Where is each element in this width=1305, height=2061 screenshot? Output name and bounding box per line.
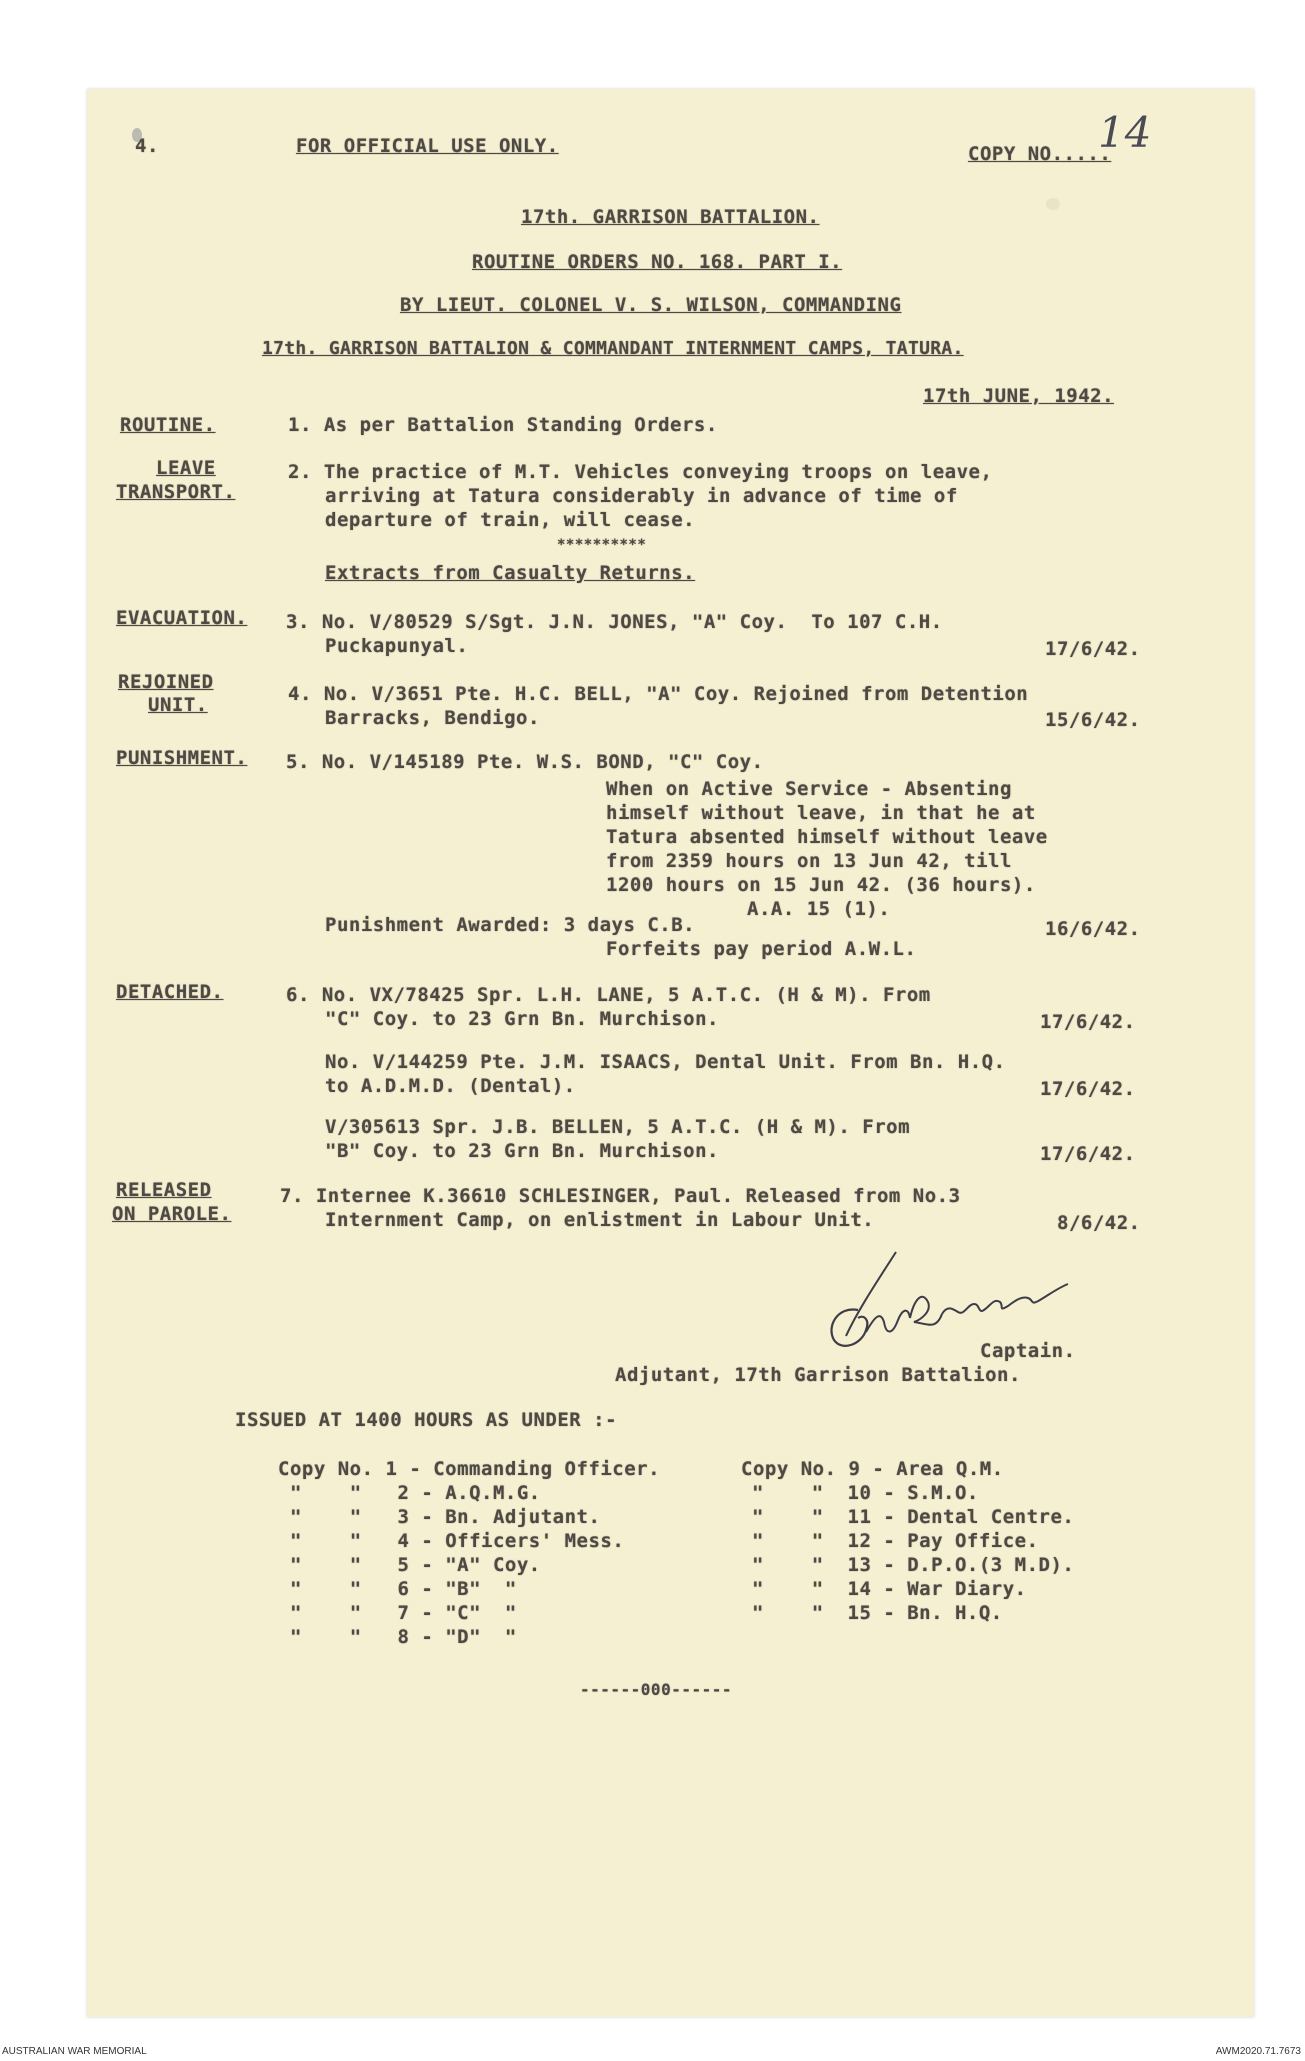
unit-title: 17th. GARRISON BATTALION.	[521, 206, 820, 228]
date-punishment: 16/6/42.	[1045, 918, 1141, 940]
item-leave-line1: 2. The practice of M.T. Vehicles conveying troops on leave,	[288, 461, 993, 483]
date-detached-1: 17/6/42.	[1040, 1011, 1136, 1033]
order-date: 17th JUNE, 1942.	[923, 385, 1115, 407]
commander-line: BY LIEUT. COLONEL V. S. WILSON, COMMANDING	[400, 294, 902, 316]
distribution-left-8: " " 8 - "D" "	[290, 1626, 517, 1648]
distribution-right-15: " " 15 - Bn. H.Q.	[752, 1602, 1003, 1624]
heading-punishment: PUNISHMENT.	[116, 747, 248, 769]
heading-leave: LEAVE	[156, 457, 216, 479]
heading-on-parole: ON PAROLE.	[112, 1203, 232, 1225]
heading-released: RELEASED	[116, 1179, 212, 1201]
distribution-right-13: " " 13 - D.P.O.(3 M.D).	[752, 1554, 1075, 1576]
charge-line4: from 2359 hours on 13 Jun 42, till	[606, 850, 1012, 872]
end-marker: ------000------	[580, 1680, 732, 1699]
item-leave-line3: departure of train, will cease.	[325, 509, 696, 531]
heading-unit: UNIT.	[148, 694, 208, 716]
charge-line1: When on Active Service - Absenting	[606, 778, 1012, 800]
copy-label: COPY NO.....	[968, 143, 1112, 165]
signatory-rank: Captain.	[980, 1340, 1076, 1362]
distribution-right-9: Copy No. 9 - Area Q.M.	[741, 1458, 1004, 1480]
charge-reference: A.A. 15 (1).	[747, 898, 891, 920]
date-released: 8/6/42.	[1057, 1212, 1141, 1234]
archive-reference: AWM2020.71.7673	[1215, 2046, 1301, 2057]
distribution-right-11: " " 11 - Dental Centre.	[752, 1506, 1075, 1528]
copy-number: 14	[1098, 108, 1152, 157]
detached-1-line1: 6. No. VX/78425 Spr. L.H. LANE, 5 A.T.C. (H & M). From	[286, 984, 931, 1006]
classification: FOR OFFICIAL USE ONLY.	[296, 135, 559, 157]
date-detached-3: 17/6/42.	[1040, 1143, 1136, 1165]
distribution-right-12: " " 12 - Pay Office.	[752, 1530, 1039, 1552]
separator-stars: **********	[557, 537, 647, 553]
extracts-heading: Extracts from Casualty Returns.	[325, 562, 696, 584]
signatory-appointment: Adjutant, 17th Garrison Battalion.	[615, 1364, 1021, 1386]
date-detached-2: 17/6/42.	[1040, 1078, 1136, 1100]
command-line: 17th. GARRISON BATTALION & COMMANDANT INTERNMENT CAMPS, TATURA.	[262, 338, 964, 359]
item-evacuation-line2: Puckapunyal.	[325, 635, 469, 657]
item-evacuation-line1: 3. No. V/80529 S/Sgt. J.N. JONES, "A" Coy. To 107 C.H.	[286, 611, 943, 633]
archive-credit: AUSTRALIAN WAR MEMORIAL	[2, 2046, 147, 2057]
charge-line5: 1200 hours on 15 Jun 42. (36 hours).	[606, 874, 1036, 896]
heading-routine: ROUTINE.	[120, 414, 216, 436]
charge-line3: Tatura absented himself without leave	[606, 826, 1048, 848]
heading-rejoined: REJOINED	[118, 671, 214, 693]
orders-title: ROUTINE ORDERS NO. 168. PART I.	[472, 251, 843, 273]
distribution-left-1: Copy No. 1 - Commanding Officer.	[278, 1458, 661, 1480]
issued-line: ISSUED AT 1400 HOURS AS UNDER :-	[235, 1409, 618, 1431]
heading-evacuation: EVACUATION.	[116, 607, 248, 629]
charge-line2: himself without leave, in that he at	[606, 802, 1036, 824]
distribution-left-5: " " 5 - "A" Coy.	[290, 1554, 541, 1576]
date-rejoined: 15/6/42.	[1045, 709, 1141, 731]
distribution-left-6: " " 6 - "B" "	[290, 1578, 517, 1600]
distribution-right-14: " " 14 - War Diary.	[752, 1578, 1027, 1600]
distribution-left-7: " " 7 - "C" "	[290, 1602, 517, 1624]
distribution-left-2: " " 2 - A.Q.M.G.	[290, 1482, 541, 1504]
item-released-line1: 7. Internee K.36610 SCHLESINGER, Paul. Released from No.3	[280, 1185, 961, 1207]
distribution-left-4: " " 4 - Officers' Mess.	[290, 1530, 625, 1552]
date-evacuation: 17/6/42.	[1045, 638, 1141, 660]
punishment-awarded: Punishment Awarded: 3 days C.B.	[325, 914, 696, 936]
page-mark: 4.	[135, 135, 159, 157]
detached-1-line2: "C" Coy. to 23 Grn Bn. Murchison.	[325, 1008, 719, 1030]
distribution-right-10: " " 10 - S.M.O.	[752, 1482, 979, 1504]
distribution-left-3: " " 3 - Bn. Adjutant.	[290, 1506, 601, 1528]
item-punishment-line1: 5. No. V/145189 Pte. W.S. BOND, "C" Coy.	[286, 751, 764, 773]
detached-3-line1: V/305613 Spr. J.B. BELLEN, 5 A.T.C. (H & M). From	[325, 1116, 911, 1138]
paper-mark	[1046, 198, 1060, 210]
heading-detached: DETACHED.	[116, 981, 224, 1003]
item-leave-line2: arriving at Tatura considerably in advance of time of	[325, 485, 958, 507]
detached-2-line1: No. V/144259 Pte. J.M. ISAACS, Dental Unit. From Bn. H.Q.	[325, 1051, 1006, 1073]
item-rejoined-line2: Barracks, Bendigo.	[325, 707, 540, 729]
detached-3-line2: "B" Coy. to 23 Grn Bn. Murchison.	[325, 1140, 719, 1162]
item-routine: 1. As per Battalion Standing Orders.	[288, 414, 718, 436]
punishment-forfeit: Forfeits pay period A.W.L.	[606, 938, 917, 960]
item-released-line2: Internment Camp, on enlistment in Labour Unit.	[325, 1209, 875, 1231]
item-rejoined-line1: 4. No. V/3651 Pte. H.C. BELL, "A" Coy. Rejoined from Detention	[288, 683, 1029, 705]
detached-2-line2: to A.D.M.D. (Dental).	[325, 1075, 576, 1097]
heading-transport: TRANSPORT.	[116, 481, 236, 503]
